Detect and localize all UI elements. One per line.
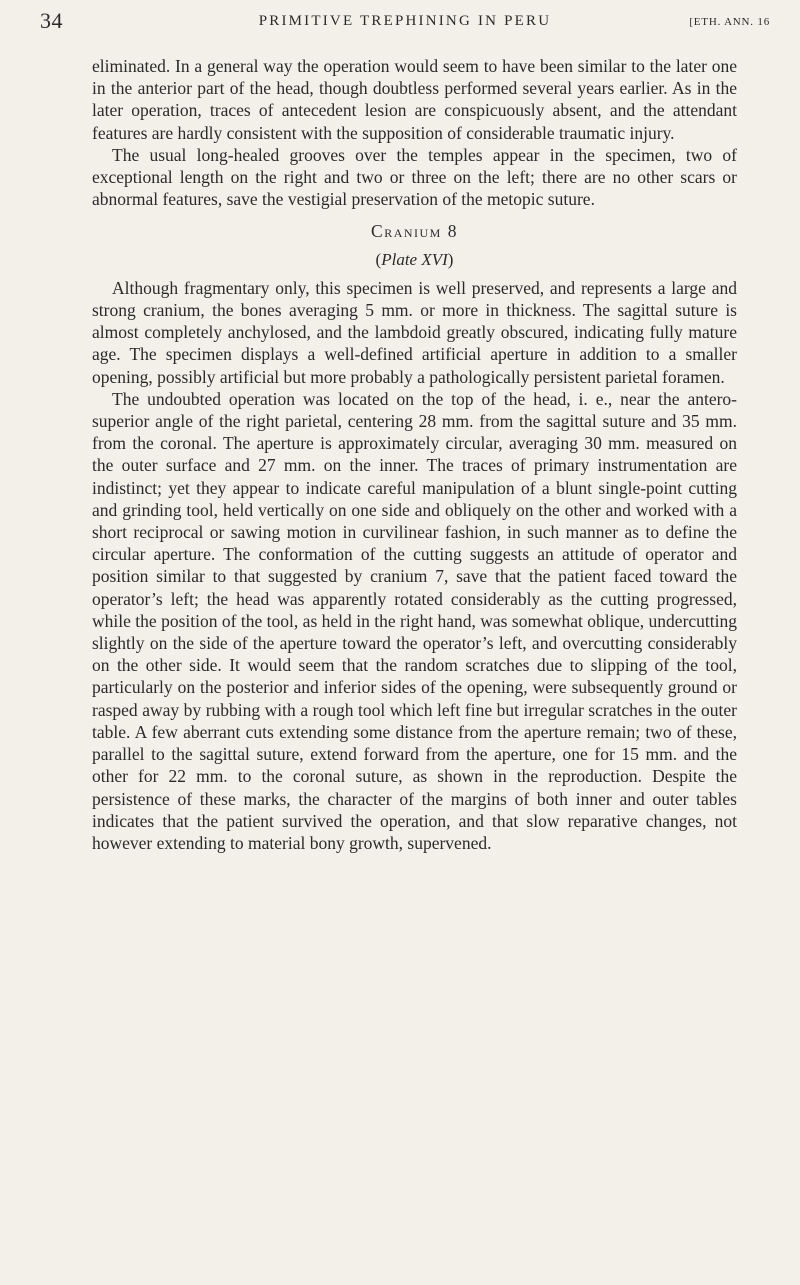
page-number: 34: [40, 8, 63, 33]
running-title: PRIMITIVE TREPHINING IN PERU: [258, 13, 552, 29]
running-head: [40, 8, 770, 34]
plate-open-paren: (: [375, 249, 382, 269]
series-reference: [ETH. ANN. 16: [689, 16, 770, 28]
paragraph-continued: eliminated. In a general way the operation would seem to have been similar to the later one in the anterior part of the head, though doubtless performed several years earlier. As in the later operation, traces of antecedent lesion are conspicuously absent, and the attendant features are hardly consistent with the supposition of considerable traumatic injury.: [92, 56, 737, 143]
plate-reference: [92, 249, 737, 271]
paragraph-specimen-description: Although fragmentary only, this specimen is well preserved, and represents a large and strong cranium, the bones averaging 5 mm. or more in thickness. The sagittal suture is almost completely anchylosed, and the lambdoid greatly obscured, indicating fully mature age. The specimen displays a well-defined artificial aperture in addition to a smaller opening, possibly artificial but more probably a pathologically persistent parietal foramen.: [92, 277, 737, 387]
plate-close-paren: ): [447, 249, 454, 269]
plate-label: Plate XVI: [381, 249, 448, 269]
paragraph-operation-description: The undoubted operation was located on the top of the head, i. e., near the antero-superior angle of the right parietal, centering 28 mm. from the sagittal suture and 35 mm. from the coronal. The aperture is approximately circular, averaging 30 mm. measured on the outer surface and 27 mm. on the inner. The traces of primary instrumentation are indistinct; yet they appear to indicate careful manipulation of a blunt single-point cutting and grinding tool, held vertically on one side and obliquely on the other and worked with a short reciprocal or sawing motion in curvilinear fashion, in such manner as to define the circular aperture. The conformation of the cutting suggests an attitude of operator and position similar to that suggested by cranium 7, save that the patient faced toward the operator’s left; the head was apparently rotated considerably as the cutting progressed, while the position of the tool, as held in the right hand, was somewhat oblique, undercutting slightly on the side of the aperture toward the operator’s left, and overcutting considerably on the other side. It would seem that the random scratches due to slipping of the tool, particularly on the posterior and inferior sides of the opening, were subsequently ground or rasped away by rubbing with a rough tool which left fine but irregular scratches in the outer table. A few aberrant cuts extending some distance from the aperture remain; two of these, parallel to the sagittal suture, extend forward from the aperture, one for 15 mm. and the other for 22 mm. to the coronal suture, as shown in the reproduction. Despite the persistence of these marks, the character of the margins of both inner and outer tables indicates that the patient survived the operation, and that slow reparative changes, not however extending to material bony growth, supervened.: [92, 388, 737, 853]
body-text: [92, 55, 737, 854]
section-heading: Cranium 8: [371, 221, 458, 242]
paragraph-temple-grooves: The usual long-healed grooves over the temples appear in the specimen, two of exceptional length on the right and two or three on the left; there are no other scars or abnormal features, save the vestigial preservation of the metopic suture.: [92, 144, 737, 210]
